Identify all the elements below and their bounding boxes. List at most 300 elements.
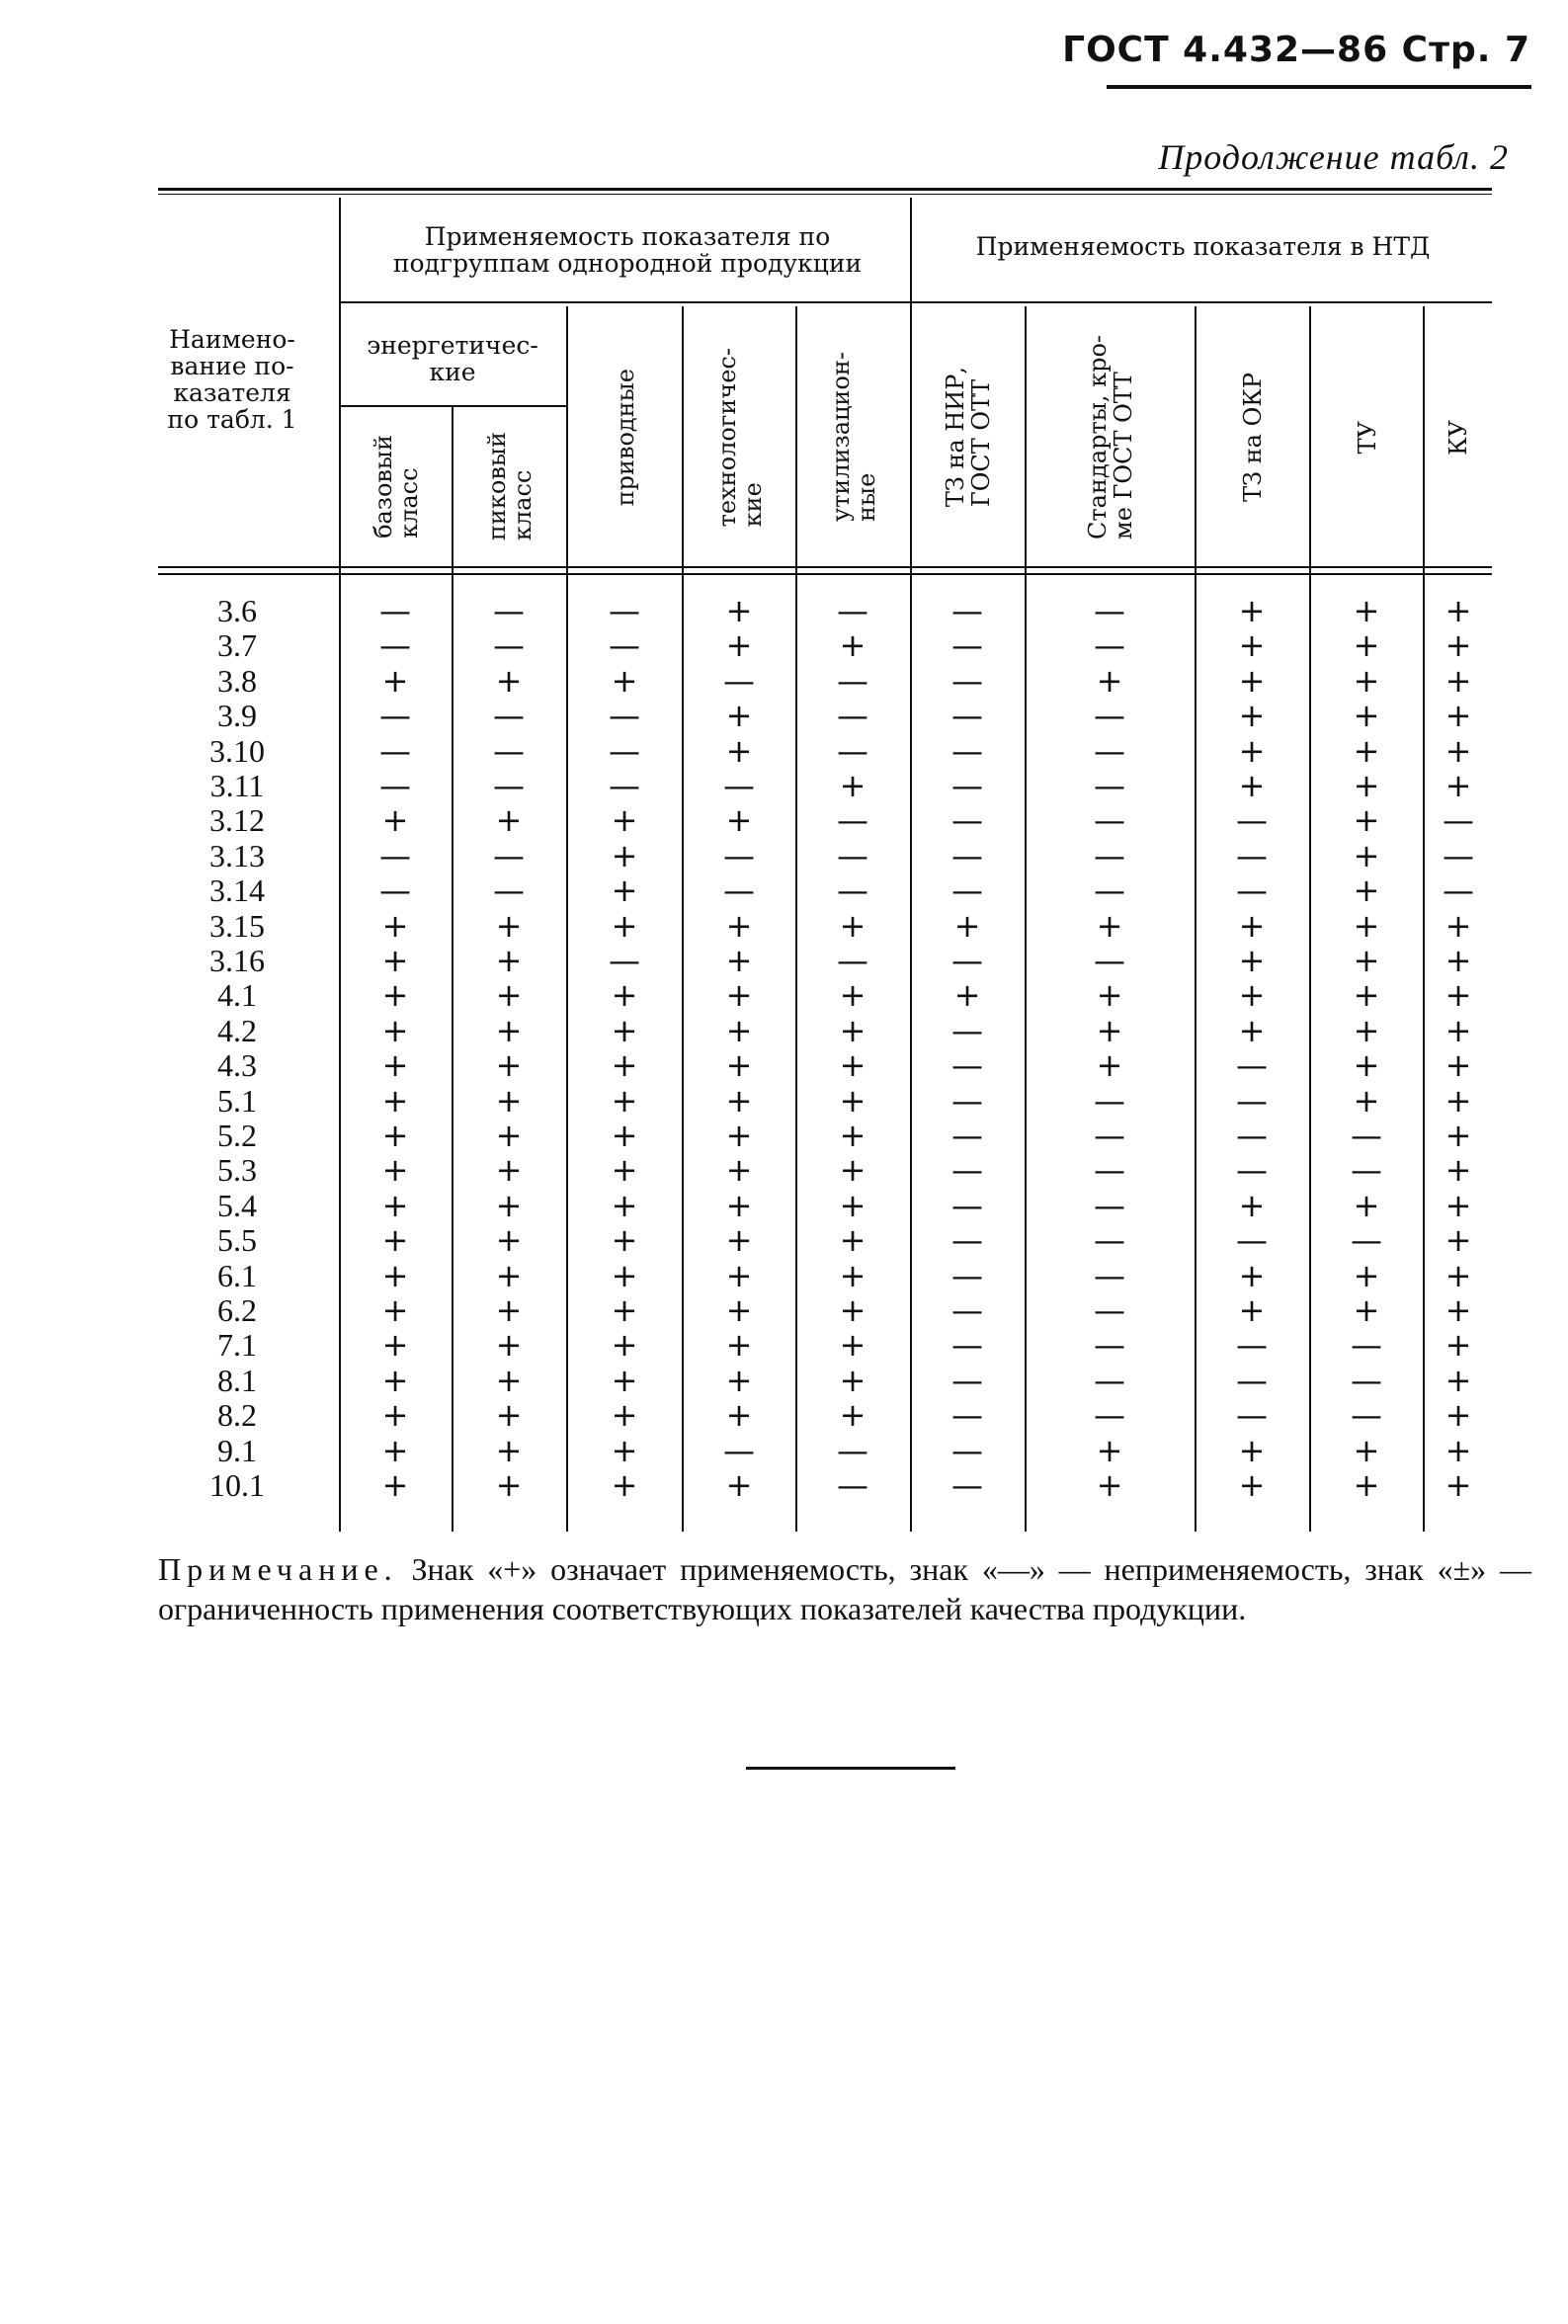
table-cell: +: [1238, 731, 1266, 770]
table-cell: +: [1444, 1151, 1472, 1190]
table-cell: —: [609, 767, 640, 804]
table-cell: —: [493, 626, 525, 665]
table-cell: +: [381, 906, 409, 945]
table-cell: +: [1444, 731, 1472, 770]
table-cell: —: [1094, 1291, 1125, 1329]
table-cell: +: [1096, 1431, 1123, 1469]
table-cell: +: [725, 1186, 753, 1224]
table-cell: —: [609, 731, 640, 770]
row-label: 3.8: [217, 662, 257, 699]
table-cell: +: [1353, 697, 1380, 735]
row-label: 6.1: [217, 1257, 257, 1293]
table-cell: +: [1238, 592, 1266, 629]
table-cell: +: [611, 1186, 638, 1224]
table-cell: —: [951, 942, 983, 979]
table-cell: —: [1094, 1186, 1125, 1224]
table-cell: +: [1444, 1396, 1472, 1435]
row-label: 3.15: [209, 907, 265, 944]
table-cell: +: [1353, 801, 1380, 840]
table-cell: +: [381, 661, 409, 700]
header-rule: [1107, 85, 1531, 89]
name-col-divider: [339, 198, 341, 1532]
table-cell: —: [951, 1396, 983, 1435]
table-cell: +: [1444, 1256, 1472, 1294]
table-cell: —: [1351, 1221, 1382, 1260]
table-cell: +: [1238, 942, 1266, 979]
table-cell: +: [495, 1326, 523, 1365]
table-cell: +: [1238, 626, 1266, 665]
row-label: 5.5: [217, 1222, 257, 1259]
table-cell: —: [1094, 731, 1125, 770]
table-cell: +: [839, 1186, 867, 1224]
table-cell: +: [839, 1011, 867, 1049]
table-cell: +: [495, 976, 523, 1015]
divider-base-peak: [452, 407, 454, 1532]
table-cell: +: [611, 1291, 638, 1329]
table-cell: +: [1444, 1361, 1472, 1399]
table-cell: +: [1353, 626, 1380, 665]
col-header-tz-nir-text: ТЗ на НИР, ГОСТ ОТТ: [942, 367, 995, 508]
table-cell: —: [1236, 1396, 1268, 1435]
table-cell: —: [723, 836, 755, 874]
table-cell: +: [725, 1117, 753, 1154]
table-cell: +: [611, 1151, 638, 1190]
table-cell: +: [495, 1291, 523, 1329]
table-cell: +: [611, 801, 638, 840]
table-cell: —: [951, 1221, 983, 1260]
table-cell: +: [381, 1396, 409, 1435]
table-cell: +: [1096, 976, 1123, 1015]
name-column-header: Наимено- вание по- казателя по табл. 1: [167, 325, 297, 434]
table-cell: +: [1238, 697, 1266, 735]
table-cell: —: [951, 1186, 983, 1224]
table-cell: +: [495, 1361, 523, 1399]
table-cell: —: [1094, 592, 1125, 629]
table-cell: +: [839, 626, 867, 665]
row-label: 3.6: [217, 593, 257, 628]
table-cell: +: [725, 1046, 753, 1085]
row-label: 4.3: [217, 1047, 257, 1084]
table-cell: +: [381, 1081, 409, 1120]
table-cell: —: [1094, 1396, 1125, 1435]
table-cell: —: [1094, 626, 1125, 665]
table-cell: +: [839, 1396, 867, 1435]
table-cell: +: [381, 1221, 409, 1260]
table-cell: +: [495, 1117, 523, 1154]
col-header-peak: [454, 410, 566, 563]
row-label: 3.10: [209, 732, 265, 769]
note-text: Знак «+» означает применяемость, знак «—» — неприменяемость, знак «±» — ограниченность применения соответствующих показателей качества продукции.: [158, 1551, 1531, 1626]
table-cell: +: [611, 872, 638, 910]
end-rule: [746, 1767, 955, 1770]
table-cell: —: [951, 1431, 983, 1469]
table-cell: —: [951, 1326, 983, 1365]
table-cell: +: [1444, 661, 1472, 700]
col-header-util-text: утилизацион- ные: [827, 352, 880, 523]
table-cell: +: [1353, 906, 1380, 945]
table-cell: —: [1094, 801, 1125, 840]
table-cell: +: [1353, 1466, 1380, 1504]
table-cell: —: [493, 872, 525, 910]
table-cell: —: [837, 942, 868, 979]
table-cell: —: [379, 697, 411, 735]
row-label: 3.12: [209, 802, 265, 839]
table-cell: +: [1444, 767, 1472, 804]
table-cell: —: [951, 626, 983, 665]
table-cell: —: [1094, 942, 1125, 979]
table-cell: —: [951, 1466, 983, 1504]
table-cell: +: [1353, 1011, 1380, 1049]
table-cell: +: [1238, 767, 1266, 804]
table-cell: —: [1236, 872, 1268, 910]
table-cell: —: [723, 661, 755, 700]
table-cell: +: [611, 1117, 638, 1154]
table-cell: +: [725, 592, 753, 629]
col-header-tu: [1311, 311, 1423, 563]
table-cell: +: [1444, 1431, 1472, 1469]
table-cell: +: [1353, 1186, 1380, 1224]
table-cell: +: [839, 1256, 867, 1294]
table-cell: +: [1353, 1046, 1380, 1085]
table-cell: +: [611, 836, 638, 874]
table-cell: +: [839, 1081, 867, 1120]
table-cell: —: [837, 872, 868, 910]
table-cell: +: [1444, 592, 1472, 629]
table-cell: —: [951, 1151, 983, 1190]
table-cell: +: [381, 1256, 409, 1294]
row-label: 10.1: [209, 1467, 265, 1503]
table-cell: —: [493, 697, 525, 735]
table-cell: +: [611, 1046, 638, 1085]
table-cell: +: [495, 1011, 523, 1049]
table-cell: +: [953, 906, 981, 945]
table-cell: —: [951, 1081, 983, 1120]
col-header-tu-text: ТУ: [1353, 420, 1381, 455]
table-cell: +: [1444, 1466, 1472, 1504]
table-cell: +: [611, 1361, 638, 1399]
table-cell: +: [1444, 1291, 1472, 1329]
table-cell: +: [611, 1221, 638, 1260]
table-cell: —: [1443, 801, 1474, 840]
table-cell: +: [1238, 1431, 1266, 1469]
table-cell: +: [1353, 1291, 1380, 1329]
col-header-standards-text: Стандарты, кро- ме ГОСТ ОТТ: [1084, 335, 1137, 540]
table-cell: +: [611, 1431, 638, 1469]
table-top-rule-thin: [158, 194, 1492, 195]
table-cell: —: [1236, 1361, 1268, 1399]
table-cell: +: [1444, 626, 1472, 665]
table-cell: +: [1353, 731, 1380, 770]
row-label: 6.2: [217, 1292, 257, 1328]
row-label: 3.16: [209, 943, 265, 978]
table-cell: —: [837, 661, 868, 700]
table-cell: +: [381, 1117, 409, 1154]
table-cell: —: [493, 731, 525, 770]
page-header: ГОСТ 4.432—86 Стр. 7: [1062, 30, 1530, 70]
table-cell: +: [839, 906, 867, 945]
table-cell: —: [379, 872, 411, 910]
table-cell: —: [1443, 836, 1474, 874]
table-cell: +: [495, 1151, 523, 1190]
table-cell: —: [609, 592, 640, 629]
table-cell: —: [609, 626, 640, 665]
table-cell: +: [1096, 1046, 1123, 1085]
table-cell: —: [723, 872, 755, 910]
group-subgroups-header: Применяемость показателя по подгруппам однородной продукции: [392, 222, 863, 278]
col-header-ku: [1425, 311, 1492, 563]
table-cell: +: [1444, 1186, 1472, 1224]
row-label: 3.13: [209, 837, 265, 873]
col-header-tz-nir: [912, 311, 1025, 563]
table-cell: —: [951, 592, 983, 629]
table-cell: —: [1094, 1081, 1125, 1120]
table-cell: +: [1353, 1431, 1380, 1469]
col-header-tz-okr: [1197, 311, 1309, 563]
table-cell: +: [1353, 767, 1380, 804]
table-cell: —: [1094, 1326, 1125, 1365]
table-cell: +: [611, 1011, 638, 1049]
table-cell: +: [611, 976, 638, 1015]
table-cell: +: [611, 1326, 638, 1365]
table-cell: +: [1353, 836, 1380, 874]
table-cell: +: [1353, 1256, 1380, 1294]
table-cell: +: [1353, 1081, 1380, 1120]
table-cell: +: [1096, 1466, 1123, 1504]
table-cell: —: [951, 836, 983, 874]
table-cell: +: [725, 906, 753, 945]
col-header-base: [341, 410, 452, 563]
table-cell: —: [837, 1431, 868, 1469]
row-label: 3.14: [209, 872, 265, 909]
table-cell: —: [1094, 1221, 1125, 1260]
row-label: 3.9: [217, 698, 257, 734]
table-cell: +: [495, 1221, 523, 1260]
table-top-rule: [158, 188, 1492, 191]
table-cell: —: [837, 801, 868, 840]
table-cell: +: [381, 1186, 409, 1224]
table-note: [158, 1549, 1531, 1628]
table-cell: +: [725, 626, 753, 665]
table-cell: +: [495, 906, 523, 945]
table-cell: —: [1094, 1361, 1125, 1399]
table-cell: +: [495, 661, 523, 700]
table-cell: +: [1444, 976, 1472, 1015]
table-cell: +: [725, 1151, 753, 1190]
table-cell: +: [1238, 661, 1266, 700]
table-cell: +: [611, 1081, 638, 1120]
table-cell: —: [1236, 1046, 1268, 1085]
table-cell: +: [381, 1151, 409, 1190]
table-cell: —: [951, 1361, 983, 1399]
table-cell: —: [837, 592, 868, 629]
table-cell: +: [495, 1256, 523, 1294]
table-cell: +: [1444, 906, 1472, 945]
table-cell: +: [725, 801, 753, 840]
table-cell: —: [1351, 1151, 1382, 1190]
table-cell: +: [381, 1431, 409, 1469]
table-cell: —: [379, 592, 411, 629]
table-cell: +: [725, 976, 753, 1015]
table-cell: +: [1444, 1117, 1472, 1154]
row-label: 5.1: [217, 1082, 257, 1119]
table-cell: +: [725, 1081, 753, 1120]
table-cell: +: [611, 1466, 638, 1504]
table-cell: —: [1236, 1221, 1268, 1260]
table-cell: —: [951, 731, 983, 770]
table-cell: +: [381, 1361, 409, 1399]
table-cell: +: [1238, 1466, 1266, 1504]
table-cell: —: [951, 1291, 983, 1329]
table-cell: +: [839, 1221, 867, 1260]
table-cell: +: [495, 1046, 523, 1085]
table-cell: +: [381, 1046, 409, 1085]
header-bottom-rule-2: [158, 573, 1492, 575]
table-cell: +: [839, 1046, 867, 1085]
col-header-drive-text: приводные: [611, 368, 639, 507]
group-ntd-header: Применяемость показателя в НТД: [975, 232, 1431, 261]
row-label: 3.7: [217, 627, 257, 664]
table-cell: +: [839, 1326, 867, 1365]
table-cell: +: [1238, 1011, 1266, 1049]
table-cell: +: [1353, 661, 1380, 700]
table-cell: —: [1236, 1326, 1268, 1365]
table-cell: +: [611, 661, 638, 700]
table-cell: —: [951, 697, 983, 735]
table-cell: +: [495, 1396, 523, 1435]
table-cell: +: [725, 1011, 753, 1049]
table-cell: +: [1096, 661, 1123, 700]
table-cell: —: [951, 801, 983, 840]
table-cell: +: [1444, 1011, 1472, 1049]
table-cell: —: [1443, 872, 1474, 910]
table-cell: +: [495, 942, 523, 979]
table-cell: —: [1351, 1117, 1382, 1154]
table-cell: —: [951, 1046, 983, 1085]
table-cell: —: [1094, 872, 1125, 910]
table-cell: +: [839, 767, 867, 804]
table-cell: +: [725, 731, 753, 770]
table-cell: —: [609, 942, 640, 979]
table-cell: +: [1238, 1186, 1266, 1224]
row-label: 8.2: [217, 1397, 257, 1434]
row-label: 5.3: [217, 1152, 257, 1189]
table-cell: +: [381, 1011, 409, 1049]
table-cell: +: [495, 1431, 523, 1469]
table-cell: +: [495, 1466, 523, 1504]
table-cell: —: [951, 1117, 983, 1154]
table-cell: —: [1236, 1081, 1268, 1120]
table-cell: +: [839, 1117, 867, 1154]
table-cell: +: [725, 1256, 753, 1294]
table-cell: +: [381, 801, 409, 840]
table-cell: +: [381, 1466, 409, 1504]
table-cell: —: [1094, 1117, 1125, 1154]
table-cell: +: [839, 1361, 867, 1399]
col-header-tech-text: технологичес- кие: [712, 347, 767, 528]
energetic-header: энергетичес- кие: [367, 331, 538, 386]
table-cell: —: [1351, 1396, 1382, 1435]
table-cell: —: [723, 767, 755, 804]
table-cell: +: [1096, 906, 1123, 945]
table-cell: —: [723, 1431, 755, 1469]
table-cell: +: [1353, 942, 1380, 979]
table-cell: +: [1444, 1081, 1472, 1120]
table-cell: +: [1444, 1326, 1472, 1365]
table-cell: —: [493, 836, 525, 874]
header-bottom-rule: [158, 566, 1492, 568]
table-cell: —: [379, 626, 411, 665]
table-cell: —: [951, 661, 983, 700]
table-cell: +: [725, 942, 753, 979]
table-cell: +: [839, 976, 867, 1015]
table-cell: +: [725, 1326, 753, 1365]
table-cell: +: [611, 906, 638, 945]
col-header-tz-okr-text: ТЗ на ОКР: [1239, 373, 1267, 502]
row-label: 9.1: [217, 1432, 257, 1468]
row-label: 5.2: [217, 1118, 257, 1153]
table-cell: —: [837, 731, 868, 770]
table-cell: —: [951, 767, 983, 804]
table-cell: —: [493, 592, 525, 629]
table-cell: —: [1236, 1151, 1268, 1190]
table-cell: +: [495, 1081, 523, 1120]
table-cell: +: [1096, 1011, 1123, 1049]
table-cell: +: [1353, 872, 1380, 910]
table-cell: +: [1353, 976, 1380, 1015]
table-cell: —: [609, 697, 640, 735]
table-cell: +: [495, 1186, 523, 1224]
table-cell: +: [495, 801, 523, 840]
table-cell: +: [611, 1256, 638, 1294]
table-cell: —: [837, 1466, 868, 1504]
table-cell: +: [381, 1326, 409, 1365]
table-cell: +: [381, 942, 409, 979]
row-label: 3.11: [209, 768, 265, 803]
table-cell: +: [1238, 976, 1266, 1015]
table-cell: —: [951, 1256, 983, 1294]
table-cell: —: [951, 1011, 983, 1049]
table-cell: —: [951, 872, 983, 910]
table-cell: +: [1238, 1256, 1266, 1294]
table-cell: —: [379, 836, 411, 874]
table-cell: +: [381, 1291, 409, 1329]
group-header-rule: [339, 301, 1492, 303]
table-cell: +: [1238, 1291, 1266, 1329]
col-header-base-text: базовый класс: [370, 435, 423, 539]
col-header-drive: [568, 311, 682, 563]
table-cell: +: [1444, 1046, 1472, 1085]
table-cell: +: [1444, 697, 1472, 735]
table-continuation-label: Продолжение табл. 2: [1158, 137, 1509, 177]
note-lead: Примечание.: [158, 1551, 398, 1587]
table-cell: —: [1094, 767, 1125, 804]
table-cell: +: [725, 1466, 753, 1504]
table-cell: —: [1351, 1361, 1382, 1399]
table-cell: —: [837, 697, 868, 735]
table-cell: +: [1444, 1221, 1472, 1260]
col-header-peak-text: пиковый класс: [483, 432, 536, 541]
col-header-standards: [1027, 311, 1195, 563]
table-cell: —: [1236, 801, 1268, 840]
table-cell: —: [1094, 697, 1125, 735]
row-label: 5.4: [217, 1187, 257, 1223]
table-cell: +: [725, 1291, 753, 1329]
row-label: 7.1: [217, 1327, 257, 1364]
row-label: 4.1: [217, 977, 257, 1014]
table-cell: —: [493, 767, 525, 804]
table-cell: +: [1353, 592, 1380, 629]
table-cell: +: [381, 976, 409, 1015]
